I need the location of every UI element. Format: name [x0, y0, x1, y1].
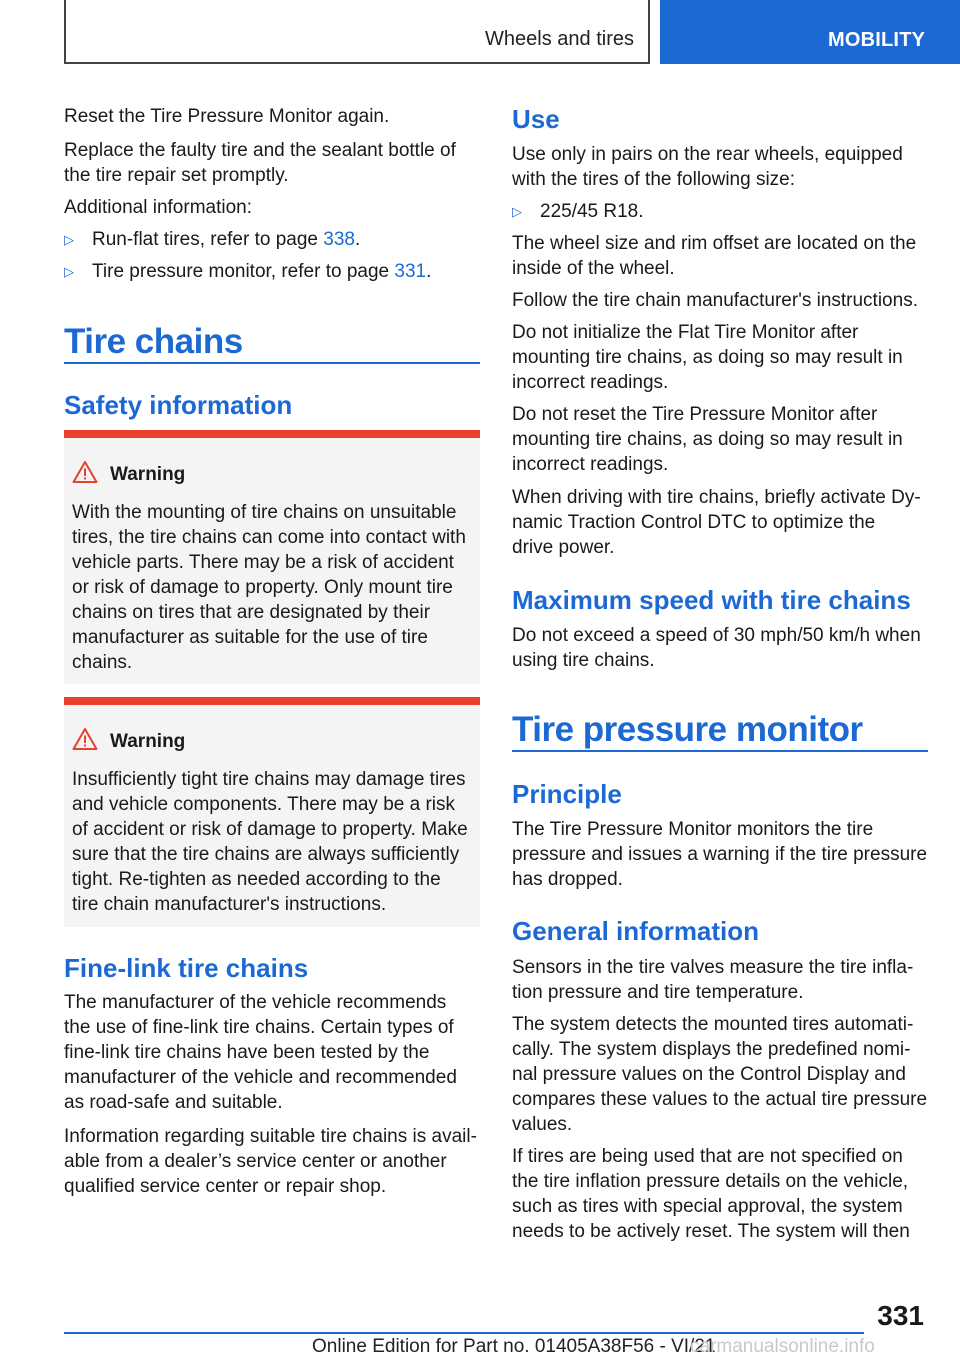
list-item-end: .: [354, 229, 361, 250]
paragraph-line: qualified service center or repair shop.: [64, 1176, 387, 1197]
paragraph-line: incorrect readings.: [512, 454, 669, 475]
paragraph-line: incorrect readings.: [512, 372, 669, 393]
warning-text-line: tire chain manufacturer's instructions.: [72, 894, 387, 915]
list-item-end: .: [426, 261, 432, 282]
watermark-text: carmanualsonline.info: [690, 1336, 875, 1357]
warning-title: Warning: [110, 731, 186, 752]
paragraph-line: fine-link tire chains have been tested by the: [64, 1042, 430, 1063]
paragraph-line: Follow the tire chain manufacturer's instructions.: [512, 290, 918, 311]
warning-text-line: chains on tires that are designated by their: [72, 602, 431, 623]
paragraph-line: tion pressure and tire temperature.: [512, 982, 804, 1003]
warning-text-line: Insufficiently tight tire chains may damage tires: [72, 769, 466, 790]
paragraph-line: has dropped.: [512, 869, 623, 890]
page-reference-link[interactable]: 331: [394, 261, 427, 282]
heading-use: Use: [512, 104, 560, 134]
paragraph-line: needs to be actively reset. The system will then: [512, 1221, 910, 1242]
heading-rule: [512, 750, 928, 752]
bullet-triangle-icon: ▷: [512, 204, 522, 219]
paragraph-line: nal pressure values on the Control Display and: [512, 1064, 906, 1085]
warning-text-line: or risk of damage to property. Only mount tire: [72, 577, 453, 598]
bullet-triangle-icon: ▷: [64, 264, 74, 279]
paragraph-line: using tire chains.: [512, 650, 655, 671]
header-chapter-tab: [660, 0, 960, 64]
page-number: 331: [877, 1300, 924, 1331]
heading-rule: [64, 362, 480, 364]
warning-text-line: and vehicle components. There may be a risk: [72, 794, 456, 815]
paragraph-line: the tire repair set promptly.: [64, 165, 289, 186]
paragraph-line: Do not exceed a speed of 30 mph/50 km/h when: [512, 625, 921, 646]
warning-title: Warning: [110, 464, 186, 485]
warning-text-line: With the mounting of tire chains on unsuitable: [72, 502, 457, 523]
paragraph-line: Additional information:: [64, 197, 252, 218]
heading-tire-pressure-monitor: Tire pressure monitor: [512, 710, 863, 749]
header-chapter-label: MOBILITY: [828, 29, 926, 51]
paragraph-line: The wheel size and rim offset are located on the: [512, 233, 917, 254]
warning-text-line: chains.: [72, 652, 133, 673]
list-item-text: 225/45 R18.: [540, 201, 644, 222]
heading-safety-information: Safety information: [64, 390, 293, 420]
list-item-text: Tire pressure monitor, refer to page: [92, 261, 395, 282]
heading-fine-link-tire-chains: Fine-link tire chains: [64, 953, 309, 983]
paragraph-line: pressure and issues a warning if the tire pressure: [512, 844, 928, 865]
heading-tire-chains: Tire chains: [64, 322, 243, 361]
paragraph-line: manufacturer of the vehicle and recommended: [64, 1067, 457, 1088]
paragraph-line: inside of the wheel.: [512, 258, 675, 279]
paragraph-line: Do not initialize the Flat Tire Monitor after: [512, 322, 859, 343]
edition-text: Online Edition for Part no. 01405A38F56 - VI/21: [312, 1336, 716, 1357]
heading-general-information: General information: [512, 916, 760, 946]
warning-text-line: of accident or risk of damage to property. Make: [72, 819, 468, 840]
paragraph-line: mounting tire chains, as doing so may result in: [512, 429, 903, 450]
warning-text-line: sure that the tire chains are always sufficiently: [72, 844, 460, 865]
paragraph-line: namic Traction Control DTC to optimize the: [512, 512, 876, 533]
paragraph-line: with the tires of the following size:: [512, 169, 796, 190]
header-section-title: Wheels and tires: [485, 28, 634, 50]
paragraph-line: The system detects the mounted tires automati‐: [512, 1014, 914, 1035]
page-reference-link[interactable]: 338: [323, 229, 355, 250]
paragraph-line: drive power.: [512, 537, 615, 558]
paragraph-line: able from a dealer’s service center or another: [64, 1151, 447, 1172]
warning-text-line: vehicle parts. There may be a risk of accident: [72, 552, 454, 573]
warning-text-line: tires, the tire chains can come into contact with: [72, 527, 466, 548]
paragraph-line: as road-safe and suitable.: [64, 1092, 283, 1113]
paragraph-line: The Tire Pressure Monitor monitors the tire: [512, 819, 874, 840]
warning-triangle-icon: [72, 460, 98, 484]
paragraph-line: If tires are being used that are not specified on: [512, 1146, 903, 1167]
paragraph-line: mounting tire chains, as doing so may result in: [512, 347, 903, 368]
warning-text-line: tight. Re-tighten as needed according to the: [72, 869, 441, 890]
paragraph-line: Replace the faulty tire and the sealant bottle of: [64, 140, 456, 161]
heading-maximum-speed: Maximum speed with tire chains: [512, 585, 911, 615]
paragraph-line: Reset the Tire Pressure Monitor again.: [64, 106, 390, 127]
paragraph-line: The manufacturer of the vehicle recommends: [64, 992, 447, 1013]
paragraph-line: Use only in pairs on the rear wheels, equipped: [512, 144, 903, 165]
paragraph-line: the tire inflation pressure details on the vehicle,: [512, 1171, 909, 1192]
list-item-text: Run-flat tires, refer to page: [92, 229, 324, 250]
paragraph-line: values.: [512, 1114, 573, 1135]
paragraph-line: such as tires with special approval, the system: [512, 1196, 903, 1217]
warning-box: [64, 430, 480, 684]
paragraph-line: Information regarding suitable tire chains is avail‐: [64, 1126, 477, 1147]
paragraph-line: When driving with tire chains, briefly activate Dy‐: [512, 487, 921, 508]
paragraph-line: cally. The system displays the predefined nomi‐: [512, 1039, 911, 1060]
header-section-box: [64, 0, 650, 64]
warning-text-line: manufacturer as suitable for the use of tire: [72, 627, 428, 648]
warning-box: [64, 697, 480, 927]
warning-triangle-icon: [72, 727, 98, 751]
footer-rule: [64, 1332, 864, 1334]
paragraph-line: the use of fine-link tire chains. Certain types of: [64, 1017, 454, 1038]
bullet-triangle-icon: ▷: [64, 232, 74, 247]
paragraph-line: compares these values to the actual tire pressure: [512, 1089, 928, 1110]
paragraph-line: Do not reset the Tire Pressure Monitor after: [512, 404, 878, 425]
heading-principle: Principle: [512, 779, 622, 809]
paragraph-line: Sensors in the tire valves measure the tire infla‐: [512, 957, 914, 978]
